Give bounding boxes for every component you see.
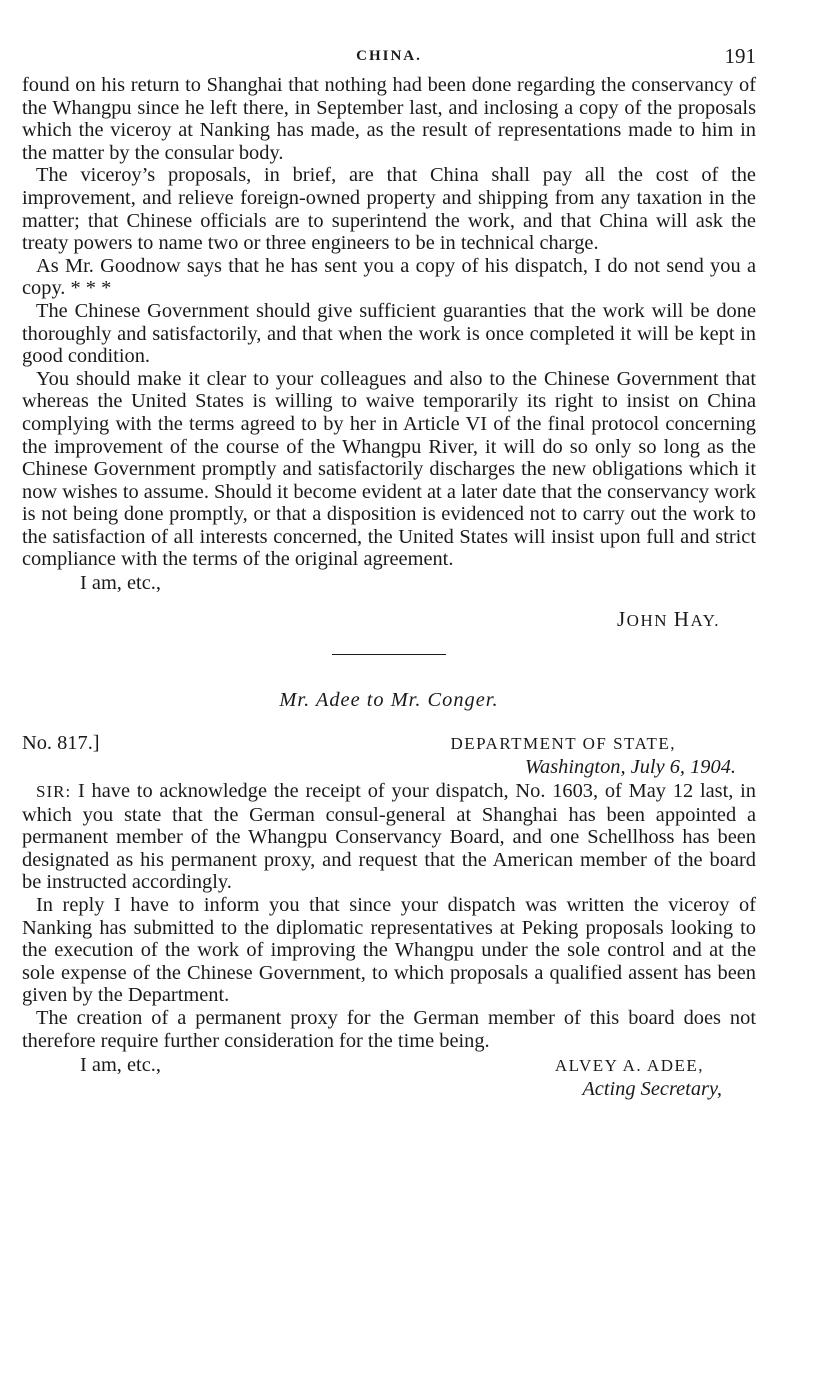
paragraph: The viceroy’s proposals, in brief, are that China shall pay all the cost of the improvement, and relieve foreign-owned property and shipping from any taxation in the matter; that Chinese officials are to superintend the work, and that China will ask the treaty powers to name two or three engineers to be in technical charge. bbox=[22, 164, 756, 255]
letter-adee-body bbox=[22, 780, 756, 1052]
signer-name: ALVEY A. ADEE, bbox=[554, 1056, 704, 1076]
letter-hay-body bbox=[22, 74, 756, 571]
department-name: DEPARTMENT OF STATE, bbox=[450, 734, 676, 754]
paragraph: The creation of a permanent proxy for the German member of this board does not therefore require further consideration for the time being. bbox=[22, 1007, 756, 1052]
signature-rest: AY. bbox=[690, 611, 720, 631]
dateline bbox=[22, 732, 756, 780]
paragraph: In reply I have to inform you that since your dispatch was written the viceroy of Nanking has submitted to the diplomatic representatives at Peking proposals looking to the execution of the work of improving the Whangpu under the sole control and at the sole expense of the Chinese Government, to which proposals a qualified assent has been given by the Department. bbox=[22, 894, 756, 1007]
document-number: No. 817.] bbox=[22, 732, 100, 755]
closing-phrase: I am, etc., bbox=[80, 1054, 161, 1077]
page-number: 191 bbox=[724, 44, 756, 68]
signer-title: Acting Secretary, bbox=[582, 1078, 722, 1101]
signature-john-hay bbox=[22, 607, 756, 632]
place-date: Washington, July 6, 1904. bbox=[524, 756, 736, 779]
signature-initial: H bbox=[673, 607, 691, 632]
paragraph: The Chinese Government should give sufficient guaranties that the work will be done thoroughly and satisfactorily, and that when the work is once completed it will be kept in good condition. bbox=[22, 299, 756, 368]
section-divider bbox=[332, 654, 446, 655]
signature-rest: OHN bbox=[626, 611, 669, 631]
salutation: SIR: bbox=[36, 782, 72, 802]
running-title: CHINA. bbox=[356, 48, 422, 64]
document-page bbox=[22, 40, 756, 1104]
signature-initial: J bbox=[616, 607, 627, 632]
closing-phrase: I am, etc., bbox=[80, 572, 161, 595]
signature-block bbox=[22, 1054, 756, 1104]
paragraph: As Mr. Goodnow says that he has sent you a copy of his dispatch, I do not send you a copy. * * * bbox=[22, 254, 756, 300]
paragraph: You should make it clear to your colleagues and also to the Chinese Government that whereas the United States is willing to waive temporarily its right to insist on China complying with the terms agreed to by her in Article VI of the final protocol concerning the improvement of the course of the Whangpu River, it will do so only so long as the Chinese Government promptly and satisfactorily discharges the new obligations which it now wishes to assume. Should it become evident at a later date that the conservancy work is not being done promptly, or that a disposition is evidenced not to carry out the work to the satisfaction of all interests concerned, the United States will insist upon full and strict compliance with the terms of the original agreement. bbox=[22, 367, 756, 571]
paragraph: found on his return to Shanghai that nothing had been done regarding the conservancy of the Whangpu since he left there, in September last, and inclosing a copy of the proposals which the viceroy at Nanking has made, as the result of representations made to him in the matter by the consular body. bbox=[22, 74, 756, 164]
running-head bbox=[22, 40, 756, 74]
letter-heading: Mr. Adee to Mr. Conger. bbox=[279, 689, 499, 712]
paragraph-text: I have to acknowledge the receipt of your dispatch, No. 1603, of May 12 last, in which you state that the German consul-general at Shanghai has been appointed a permanent member of the Whangpu Conservancy Board, and one Schellhoss has been designated as his permanent proxy, and request that the American member of the board be instructed accordingly. bbox=[22, 780, 756, 894]
paragraph bbox=[22, 780, 756, 894]
